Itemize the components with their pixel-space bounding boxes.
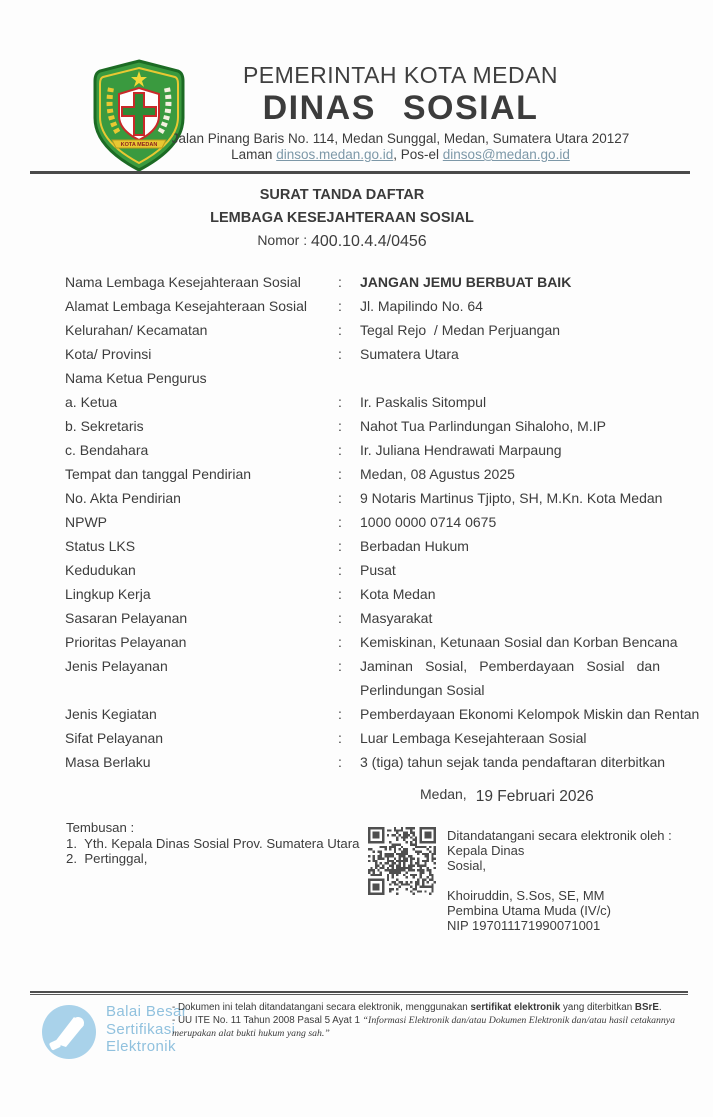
field-label: Jenis Kegiatan [65,706,157,722]
field-label: Sifat Pelayanan [65,730,164,746]
field-colon: : [338,658,342,674]
field-label: Prioritas Pelayanan [65,634,187,650]
letterhead [0,62,713,162]
government-name: PEMERINTAH KOTA MEDAN [242,62,559,88]
field-row [0,726,713,750]
field-value: Luar Lembaga Kesejahteraan Sosial [360,730,587,746]
field-label: Nama Lembaga Kesejahteraan Sosial [65,274,301,290]
field-value: Jl. Mapilindo No. 64 [360,298,483,314]
field-colon: : [338,586,342,602]
tembusan-heading: Tembusan : [66,820,135,835]
bsre-logo-icon [40,1003,98,1061]
field-label: Alamat Lembaga Kesejahteraan Sosial [65,298,308,314]
field-value: Pusat [360,562,396,578]
field-label: Status LKS [65,538,136,554]
field-row [0,462,713,486]
field-row [0,342,713,366]
signer-rank: Pembina Utama Muda (IV/c) [447,902,612,918]
footer-note-2: - UU ITE No. 11 Tahun 2008 Pasal 5 Ayat 1 “Informasi Elektronik dan/atau Dokumen Elektronik dan/atau hasil cetakannya merupakan alat bukti hukum yang sah.” [172,1014,676,1039]
field-row [0,438,713,462]
field-label: b. Sekretaris [65,418,144,434]
field-row [0,606,713,630]
dateline [420,786,594,804]
field-value: Jaminan Sosial, Pemberdayaan Sosial dan Perlindungan Sosial [360,658,660,698]
field-label: Sasaran Pelayanan [65,610,188,626]
field-row [0,582,713,606]
field-colon: : [338,490,342,506]
field-value: Sumatera Utara [360,346,459,362]
bsre-logo [40,1003,187,1061]
field-colon: : [338,346,342,362]
field-label: Masa Berlaku [65,754,151,770]
field-value: Tegal Rejo / Medan Perjuangan [360,322,561,338]
emblem-banner-text: KOTA MEDAN [120,142,158,148]
field-colon: : [338,610,342,626]
footer-note-1: - Dokumen ini telah ditandatangani secara elektronik, menggunakan sertifikat elektronik yang diterbitkan BSrE. [172,1002,662,1013]
field-label: Kelurahan/ Kecamatan [65,322,208,338]
laman-label: Laman [231,147,277,162]
email-link[interactable]: dinsos@medan.go.id [442,147,570,162]
field-colon: : [338,394,342,410]
field-value: 3 (tiga) tahun sejak tanda pendaftaran diterbitkan [360,754,666,770]
field-value: Kemiskinan, Ketunaan Sosial dan Korban Bencana [360,634,678,650]
tembusan-item: 2. Pertinggal, [66,851,148,866]
field-row [0,294,713,318]
footer-divider [30,991,688,995]
signature-method: Ditandatangani secara elektronik oleh : [447,828,672,843]
agency-name: DINAS SOSIAL [262,89,539,127]
field-row [0,366,713,390]
field-row [0,390,713,414]
field-value: Pemberdayaan Ekonomi Kelompok Miskin dan Rentan [360,706,700,722]
field-value: Kota Medan [360,586,436,602]
document-number-line [0,232,684,250]
field-value: Ir. Paskalis Sitompul [360,394,487,410]
field-row [0,486,713,510]
bsre-text-line1: Balai Besar [106,1003,188,1020]
address-line: Jalan Pinang Baris No. 114, Medan Sunggal, Medan, Sumatera Utara 20127 [171,131,630,146]
signer-name: Khoiruddin, S.Sos, SE, MM [447,887,605,903]
field-label: a. Ketua [65,394,118,410]
signer-office-2: Sosial, [447,858,487,874]
signature-block [447,828,672,933]
field-colon: : [338,442,342,458]
letterhead-divider [30,171,690,174]
field-label: Nama Ketua Pengurus [65,370,207,386]
field-value: Medan, 08 Agustus 2025 [360,466,515,482]
field-value: 1000 0000 0714 0675 [360,514,497,530]
signer-office-1: Kepala Dinas [447,843,525,859]
fields-list [0,270,713,774]
field-label: Kedudukan [65,562,136,578]
footer-notes [172,1002,702,1040]
tembusan-item: 1. Yth. Kepala Dinas Sosial Prov. Sumatera Utara [66,835,360,851]
field-label: Kota/ Provinsi [65,346,152,362]
signer-nip: NIP 197011171990071001 [447,918,601,934]
field-value: 9 Notaris Martinus Tjipto, SH, M.Kn. Kota Medan [360,490,663,506]
date-value: 19 Februari 2026 [475,788,594,805]
field-label: c. Bendahara [65,442,149,458]
field-colon: : [338,514,342,530]
field-value: JANGAN JEMU BERBUAT BAIK [360,274,572,290]
field-colon: : [338,730,342,746]
field-row [0,318,713,342]
nomor-label: Nomor : [257,232,308,248]
field-colon: : [338,418,342,434]
field-colon: : [338,538,342,554]
tembusan-items [66,836,359,867]
field-row [0,630,713,654]
field-label: Lingkup Kerja [65,586,151,602]
website-link[interactable]: dinsos.medan.go.id [276,147,394,162]
field-label: Tempat dan tanggal Pendirian [65,466,252,482]
field-colon: : [338,706,342,722]
field-value: Nahot Tua Parlindungan Sihaloho, M.IP [360,418,606,434]
field-label: Jenis Pelayanan [65,658,168,674]
field-colon: : [338,634,342,650]
field-row [0,414,713,438]
bsre-text-line2: Sertifikasi [106,1020,176,1038]
document-subtitle: LEMBAGA KESEJAHTERAAN SOSIAL [210,210,474,226]
contact-line [88,147,713,162]
qr-code [368,827,436,895]
document-title: SURAT TANDA DAFTAR [259,187,425,203]
field-row [0,750,713,774]
field-row [0,558,713,582]
field-row [0,534,713,558]
field-row [0,510,713,534]
field-row [0,702,713,726]
posel-label: , Pos-el [393,147,443,162]
field-colon: : [338,274,342,290]
field-row [0,270,713,294]
field-colon: : [338,562,342,578]
tembusan-block [66,820,359,867]
field-colon: : [338,466,342,482]
field-label: No. Akta Pendirian [65,490,181,506]
field-label: NPWP [65,514,107,530]
field-value: Masyarakat [360,610,433,626]
field-value: Ir. Juliana Hendrawati Marpaung [360,442,562,458]
document-title-block [0,184,684,250]
date-place: Medan, [420,786,467,802]
field-colon: : [338,754,342,770]
field-row [0,654,713,702]
bsre-text-line3: Elektronik [106,1038,176,1055]
field-colon: : [338,298,342,314]
field-value: Berbadan Hukum [360,538,469,554]
document-number: 400.10.4.4/0456 [311,233,427,250]
field-colon: : [338,322,342,338]
